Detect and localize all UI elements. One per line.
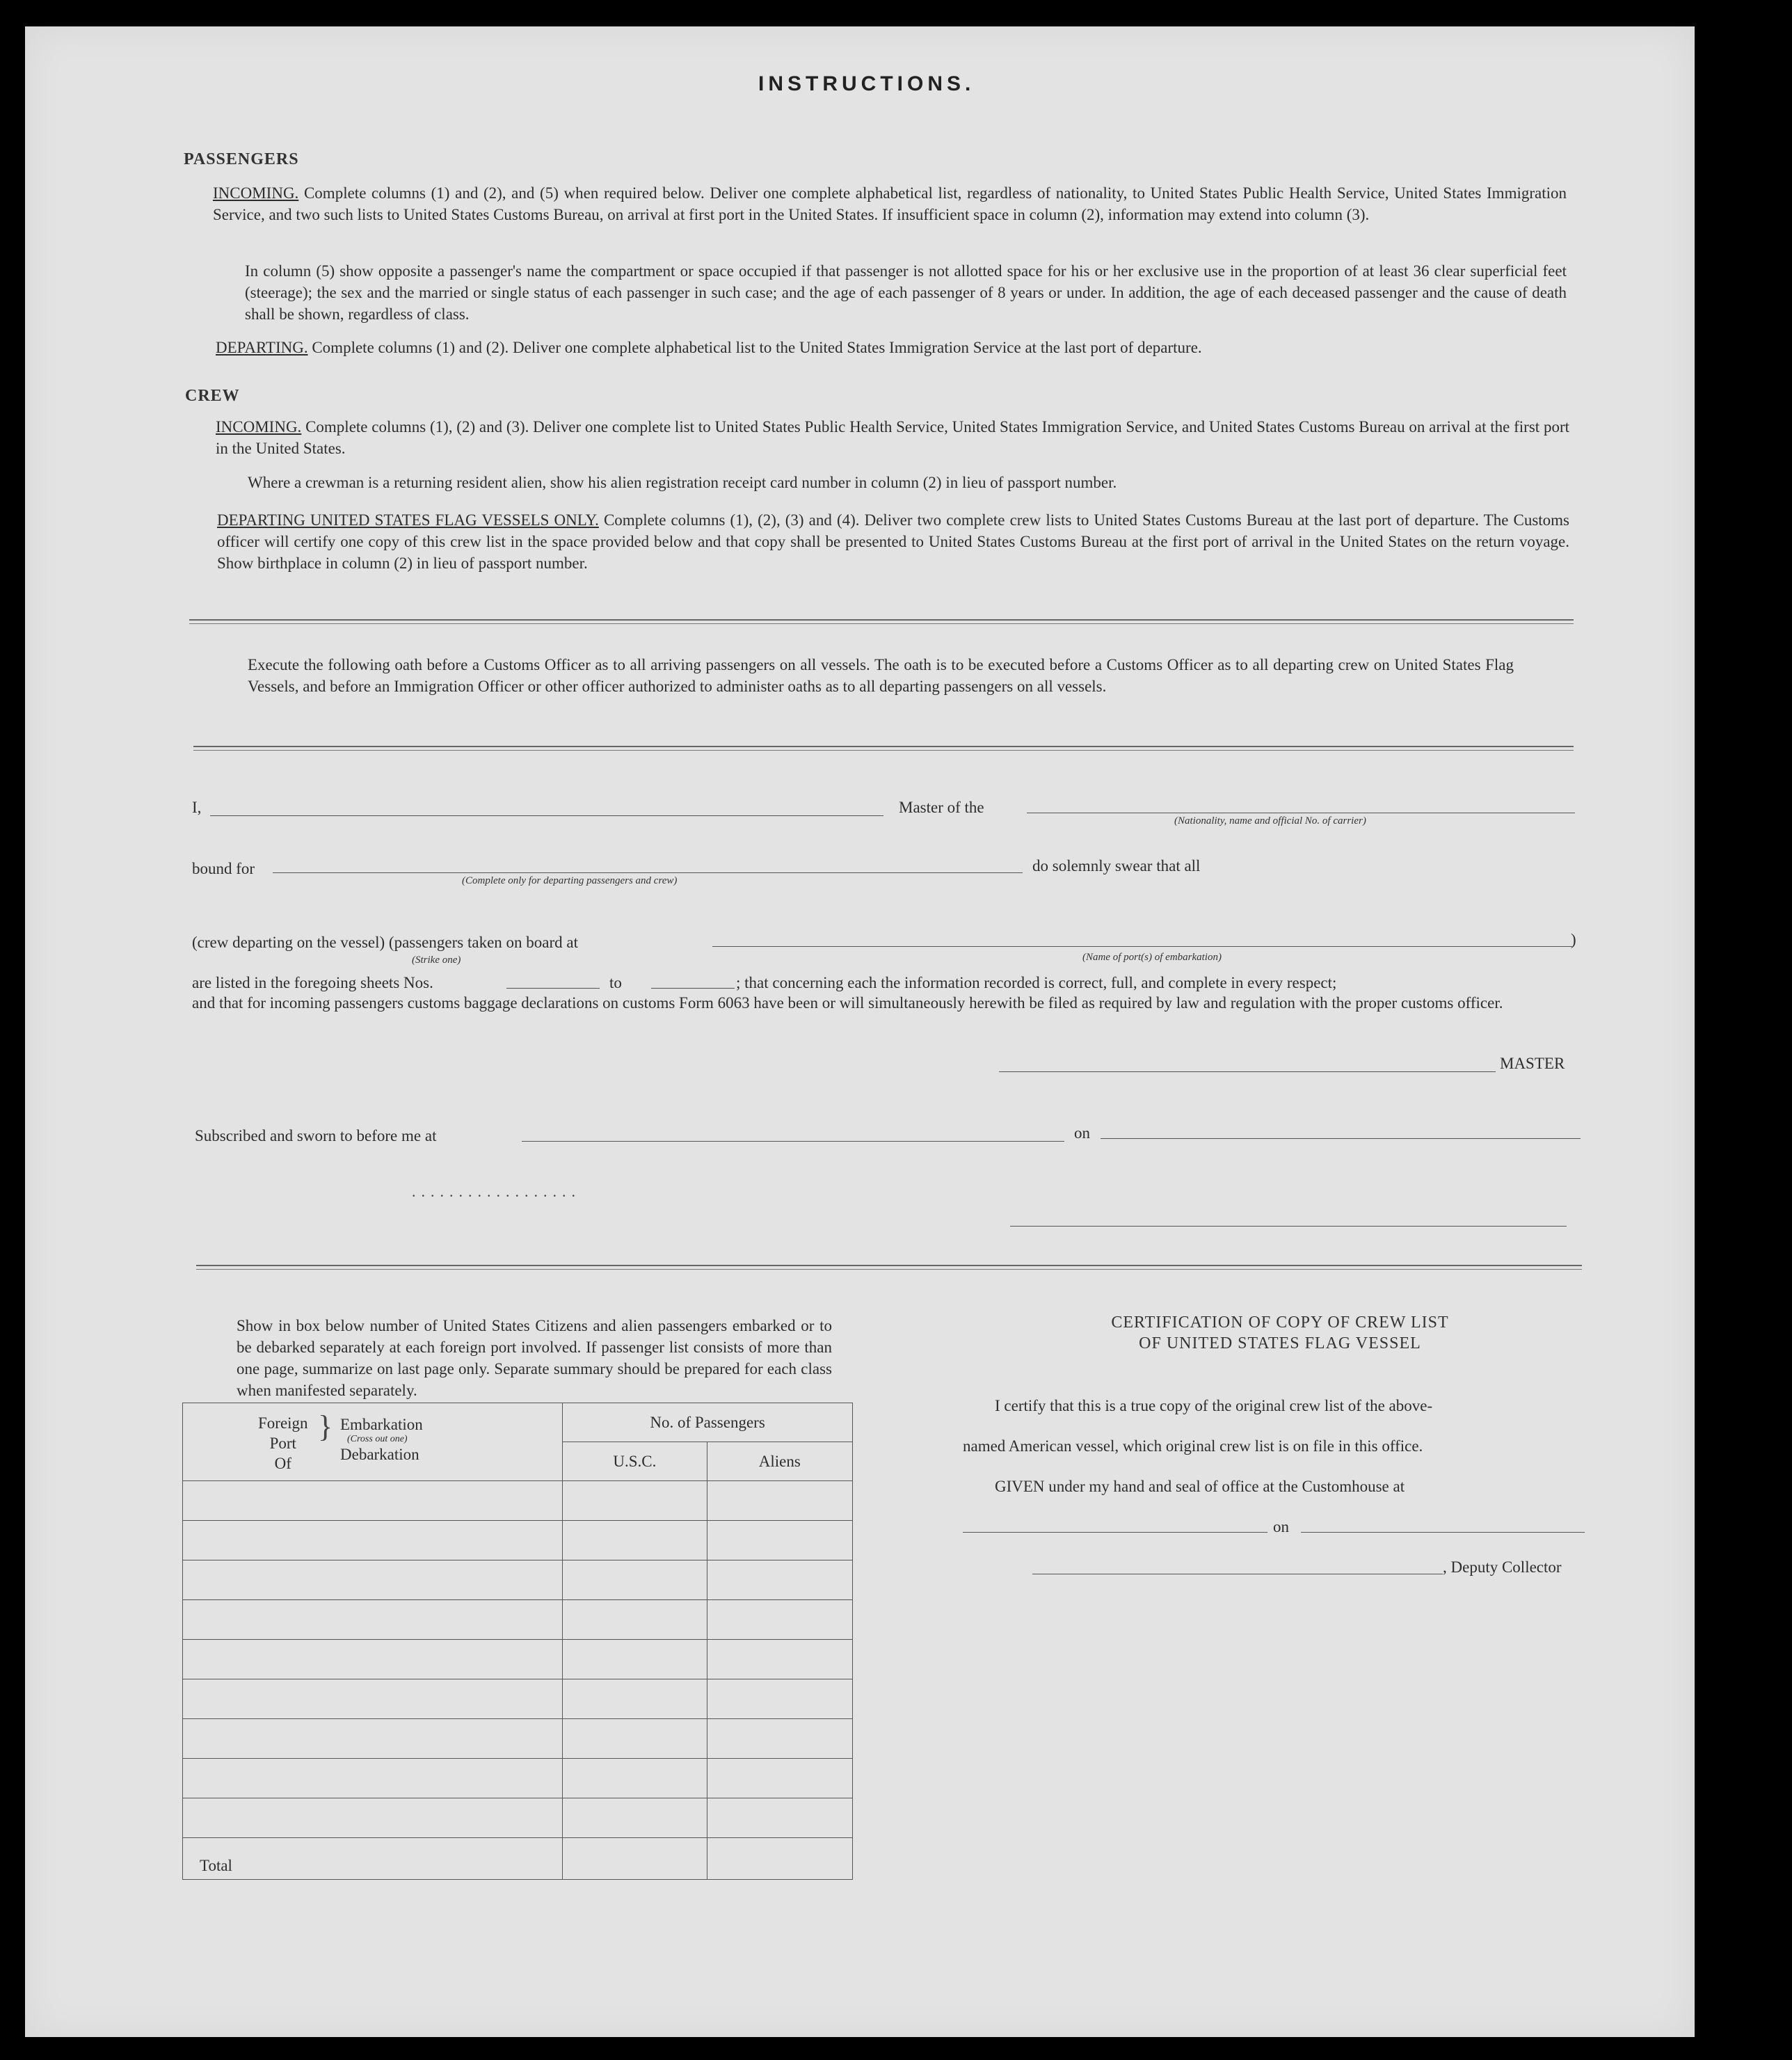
port-cell[interactable] [183, 1640, 563, 1679]
crew-incoming-label: INCOMING. [216, 418, 302, 436]
master-of-the-label: Master of the [899, 799, 984, 816]
crew-heading: CREW [185, 387, 240, 405]
aliens-cell[interactable] [707, 1600, 852, 1640]
port-cell[interactable] [183, 1759, 563, 1798]
divider-3 [196, 1265, 1582, 1266]
oath-i-label: I, [192, 799, 202, 816]
aliens-cell[interactable] [707, 1719, 852, 1759]
carrier-caption: (Nationality, name and official No. of carrier) [1174, 815, 1366, 827]
master-name-field[interactable] [210, 815, 883, 816]
port-cell[interactable] [183, 1600, 563, 1640]
foreign-label: Foreign [258, 1414, 308, 1432]
table-row [183, 1719, 853, 1759]
table-row [183, 1560, 853, 1600]
aliens-total-cell[interactable] [707, 1838, 852, 1880]
bound-for-field[interactable] [273, 872, 1023, 873]
usc-cell[interactable] [563, 1640, 707, 1679]
table-row [183, 1521, 853, 1560]
aliens-cell[interactable] [707, 1521, 852, 1560]
listed-suffix: ; that concerning each the information recorded is correct, full, and complete in every respect; [736, 974, 1337, 991]
divider-1 [189, 619, 1574, 621]
bound-for-label: bound for [192, 860, 255, 877]
passengers-departing-paragraph [216, 337, 1567, 358]
usc-cell[interactable] [563, 1600, 707, 1640]
crew-departing-label: (crew departing on the vessel) (passengers taken on board at [192, 934, 578, 951]
aliens-header: Aliens [707, 1442, 852, 1481]
total-label: Total [183, 1838, 563, 1880]
subscribed-label: Subscribed and sworn to before me at [195, 1127, 437, 1144]
brace-icon: } [318, 1410, 333, 1444]
cross-out-label: (Cross out one) [347, 1434, 408, 1444]
certification-heading-line-2: OF UNITED STATES FLAG VESSEL [1139, 1334, 1421, 1352]
no-of-passengers-header: No. of Passengers [563, 1403, 853, 1442]
port-label: Port [269, 1435, 296, 1452]
close-paren: ) [1571, 931, 1576, 948]
certification-date-field[interactable] [1301, 1532, 1585, 1533]
passenger-summary-table [182, 1403, 853, 1880]
port-cell[interactable] [183, 1521, 563, 1560]
embarkation-port-field[interactable] [712, 946, 1572, 947]
listed-prefix: are listed in the foregoing sheets Nos. [192, 974, 433, 991]
usc-cell[interactable] [563, 1560, 707, 1600]
usc-header: U.S.C. [563, 1442, 707, 1481]
listed-to: to [609, 974, 622, 991]
usc-cell[interactable] [563, 1679, 707, 1719]
aliens-cell[interactable] [707, 1798, 852, 1838]
usc-total-cell[interactable] [563, 1838, 707, 1880]
sheet-to-field[interactable] [651, 988, 735, 989]
listed-rest: and that for incoming passengers customs baggage declarations on customs Form 6063 have been or will simultaneously herewith be filed as required by law and regulation with the proper customs officer. [192, 994, 1503, 1012]
certification-heading-line-1: CERTIFICATION OF COPY OF CREW LIST [1111, 1314, 1449, 1332]
summary-intro: Show in box below number of United States Citizens and alien passengers embarked or to be debarked separately at each foreign port involved. If passenger list consists of more than one page, summarize on last page only. Separate summary should be prepared for each class when manifested separately. [237, 1317, 832, 1399]
table-row [183, 1640, 853, 1679]
table-row [183, 1600, 853, 1640]
master-signature-field[interactable] [999, 1071, 1496, 1072]
certification-on-label: on [1273, 1518, 1289, 1535]
passengers-incoming-label: INCOMING. [213, 184, 299, 202]
table-row [183, 1759, 853, 1798]
port-cell[interactable] [183, 1560, 563, 1600]
customhouse-field[interactable] [963, 1532, 1267, 1533]
port-header-cell [183, 1403, 563, 1481]
usc-cell[interactable] [563, 1719, 707, 1759]
total-row [183, 1838, 853, 1880]
usc-cell[interactable] [563, 1798, 707, 1838]
passengers-departing-label: DEPARTING. [216, 339, 308, 356]
port-cell[interactable] [183, 1719, 563, 1759]
port-cell[interactable] [183, 1679, 563, 1719]
table-row [183, 1798, 853, 1838]
aliens-cell[interactable] [707, 1560, 852, 1600]
subscribed-place-field[interactable] [522, 1141, 1064, 1142]
bound-for-caption: (Complete only for departing passengers and crew) [462, 875, 678, 886]
usc-cell[interactable] [563, 1521, 707, 1560]
port-cell[interactable] [183, 1798, 563, 1838]
officer-signature-field[interactable] [1010, 1226, 1567, 1227]
divider-2 [193, 746, 1574, 747]
signature-dots: .................. [412, 1183, 581, 1200]
certification-line-2: named American vessel, which original crew list is on file in this office. [963, 1437, 1423, 1455]
port-cell[interactable] [183, 1481, 563, 1521]
certification-line-1: I certify that this is a true copy of the original crew list of the above- [995, 1397, 1433, 1414]
usc-cell[interactable] [563, 1759, 707, 1798]
table-row [183, 1679, 853, 1719]
strike-one-caption: (Strike one) [412, 955, 461, 966]
crew-incoming-text: Complete columns (1), (2) and (3). Deliver one complete list to United States Public Health Service, United States Immigration Service, and United States Customs Bureau on arrival at the first port in the United States. [216, 418, 1569, 457]
sheet-from-field[interactable] [506, 988, 600, 989]
of-label: Of [274, 1455, 291, 1472]
crew-departing-label: DEPARTING UNITED STATES FLAG VESSELS ONLY. [217, 511, 599, 529]
passengers-heading: PASSENGERS [184, 150, 299, 168]
embarkation-label: Embarkation [340, 1416, 423, 1433]
subscribed-date-field[interactable] [1101, 1138, 1581, 1139]
table-row [183, 1481, 853, 1521]
deputy-collector-label: , Deputy Collector [1443, 1558, 1562, 1576]
certification-line-3: GIVEN under my hand and seal of office at the Customhouse at [995, 1478, 1405, 1495]
passengers-incoming-text: Complete columns (1) and (2), and (5) when required below. Deliver one complete alphabetical list, regardless of nationality, to United States Public Health Service, United States Immigration Service, and two such lists to United States Customs Bureau, on arrival at first port in the United States. If insufficient space in column (2), information may extend into column (3). [213, 184, 1567, 223]
crew-resident-paragraph: Where a crewman is a returning resident alien, show his alien registration receipt card number in column (2) in lieu of passport number. [248, 474, 1117, 491]
aliens-cell[interactable] [707, 1759, 852, 1798]
passengers-incoming-paragraph [213, 182, 1567, 225]
usc-cell[interactable] [563, 1481, 707, 1521]
crew-departing-text: Complete columns (1), (2), (3) and (4). Deliver two complete crew lists to United States Customs Bureau at the last port of departure. The Customs officer will certify one copy of this crew list in the space provided below and that copy shall be presented to United States Customs Bureau at the first port of arrival in the United States on the return voyage. Show birthplace in column (2) in lieu of passport number. [217, 511, 1570, 572]
aliens-cell[interactable] [707, 1481, 852, 1521]
crew-incoming-paragraph [216, 416, 1569, 459]
master-label: MASTER [1500, 1055, 1565, 1072]
subscribed-on-label: on [1074, 1124, 1090, 1142]
aliens-cell[interactable] [707, 1679, 852, 1719]
debarkation-label: Debarkation [340, 1446, 419, 1463]
swear-label: do solemnly swear that all [1032, 857, 1201, 875]
instructions-title: INSTRUCTIONS. [758, 72, 975, 95]
passengers-column5-paragraph: In column (5) show opposite a passenger's name the compartment or space occupied if that passenger is not allotted space for his or her exclusive use in the proportion of at least 36 clear superficial feet (steerage); the sex and the married or single status of each passenger in such case; and the age of each passenger of 8 years or under. In addition, the age of each deceased passenger and the cause of death shall be shown, regardless of class. [245, 262, 1567, 323]
embarkation-caption: (Name of port(s) of embarkation) [1082, 952, 1222, 963]
certification-heading [974, 1312, 1586, 1354]
aliens-cell[interactable] [707, 1640, 852, 1679]
crew-departing-paragraph [217, 509, 1569, 574]
passengers-departing-text: Complete columns (1) and (2). Deliver one complete alphabetical list to the United States Immigration Service at the last port of departure. [312, 339, 1202, 356]
oath-intro-paragraph: Execute the following oath before a Customs Officer as to all arriving passengers on all vessels. The oath is to be executed before a Customs Officer as to all departing crew on United States Flag Vessels, and before an Immigration Officer or other officer authorized to administer oaths as to all departing passengers on all vessels. [248, 656, 1514, 695]
